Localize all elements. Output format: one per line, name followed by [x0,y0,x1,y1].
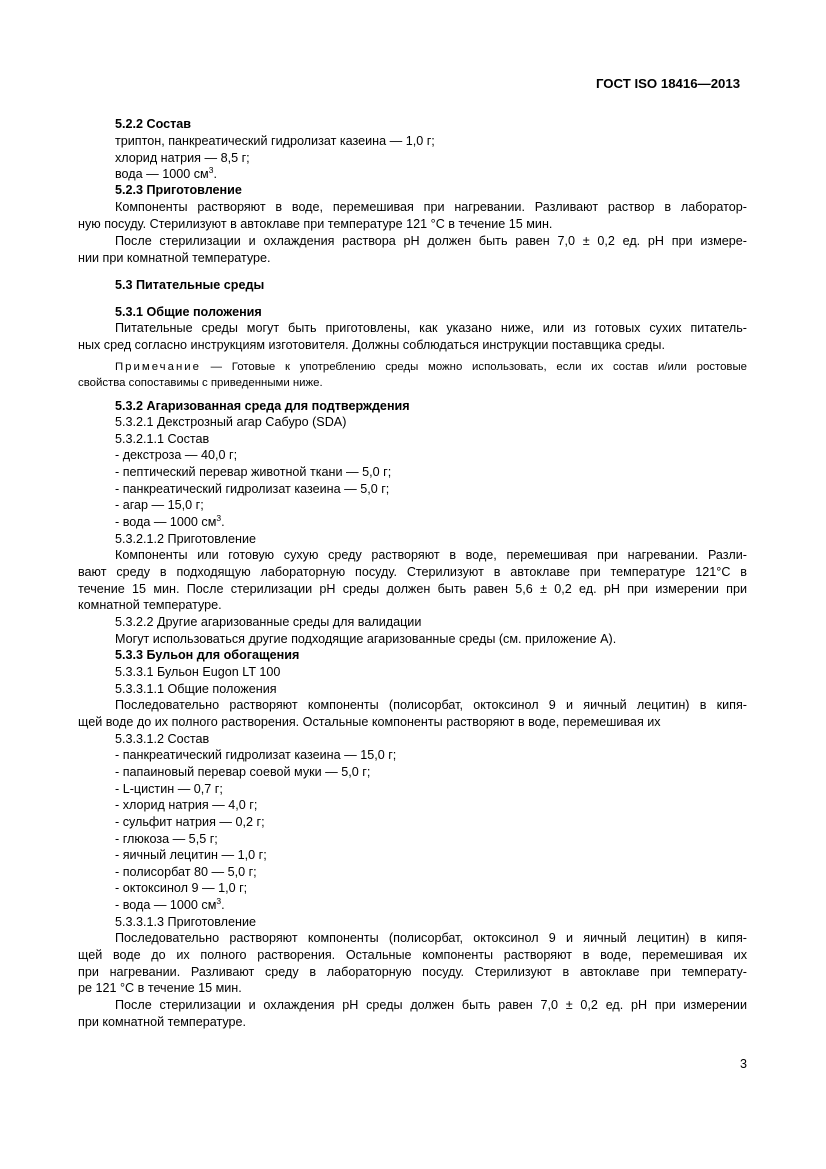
paragraph-line: Последовательно растворяют компоненты (полисорбат, октоксинол 9 и яичный лецитин) в кипя- [115,931,747,945]
section-heading-5-2-2: 5.2.2 Состав [115,117,192,131]
note-label: Примечание [115,361,201,373]
paragraph-line: Питательные среды могут быть приготовлены, как указано ниже, или из готовых сухих питатель- [115,321,747,335]
subsection-line: 5.3.2.2 Другие агаризованные среды для валидации [115,615,422,629]
list-item: - сульфит натрия — 0,2 г; [115,815,265,829]
paragraph-line: Последовательно растворяют компоненты (полисорбат, октоксинол 9 и яичный лецитин) в кипя- [115,698,747,712]
subsection-line: 5.3.3.1.2 Состав [115,732,210,746]
paragraph-line: После стерилизации и охлаждения рН среды должен быть равен 7,0 ± 0,2 ед. рН при измерении [115,998,747,1012]
paragraph-line: при комнатной температуре. [78,1015,247,1029]
composition-line: вода — 1000 $см^3$. [115,165,217,181]
subsection-line: 5.3.2.1.2 Приготовление [115,532,257,546]
list-item: - полисорбат 80 — 5,0 г; [115,865,257,879]
note-line: Примечание — Готовые к употреблению среды можно использовать, если их состав и/или ростовые [115,361,747,373]
list-item: - яичный лецитин — 1,0 г; [115,848,267,862]
section-heading-5-3-1: 5.3.1 Общие положения [115,305,262,319]
list-item: - пептический перевар животной ткани — 5,0 г; [115,465,392,479]
paragraph-line: ную посуду. Стерилизуют в автоклаве при температуре 121 °С в течение 15 мин. [78,217,553,231]
page-number: 3 [740,1057,748,1071]
list-item: - хлорид натрия — 4,0 г; [115,798,258,812]
subsection-line: 5.3.2.1 Декстрозный агар Сабуро (SDA) [115,415,347,429]
paragraph-line: Компоненты или готовую сухую среду растворяют в воде, перемешивая при нагревании. Разли- [115,548,747,562]
list-item: - вода — 1000 $см^3$. [115,513,225,529]
subsection-line: 5.3.3.1 Бульон Eugon LT 100 [115,665,281,679]
paragraph-line: вают среду в подходящую лабораторную посуду. Стерилизуют в автоклаве при температуре 121°С в [78,565,747,579]
document-header: ГОСТ ISO 18416—2013 [596,76,741,91]
section-heading-5-3-2: 5.3.2 Агаризованная среда для подтверждения [115,399,410,413]
paragraph-line: комнатной температуре. [78,598,222,612]
list-item: - L-цистин — 0,7 г; [115,782,223,796]
composition-line: триптон, панкреатический гидролизат казеина — 1,0 г; [115,134,435,148]
paragraph-line: ре 121 °С в течение 15 мин. [78,981,242,995]
list-item: - панкреатический гидролизат казеина — 5,0 г; [115,482,390,496]
paragraph-line: ных сред согласно инструкциям изготовителя. Должны соблюдаться инструкции поставщика среды. [78,338,665,352]
section-heading-5-3-3: 5.3.3 Бульон для обогащения [115,648,300,662]
paragraph-line: После стерилизации и охлаждения раствора рН должен быть равен 7,0 ± 0,2 ед. рН при измере- [115,234,747,248]
section-heading-5-3: 5.3 Питательные среды [115,278,265,292]
list-item: - папаиновый перевар соевой муки — 5,0 г; [115,765,371,779]
composition-line: хлорид натрия — 8,5 г; [115,151,250,165]
list-item: - панкреатический гидролизат казеина — 15,0 г; [115,748,397,762]
paragraph-line: при нагревании. Разливают среду в лабораторную посуду. Стерилизуют в автоклаве при температу- [78,965,747,979]
paragraph-line: щей воде до их полного растворения. Остальные компоненты растворяют в воде, перемешивая их [78,948,747,962]
list-item: - декстроза — 40,0 г; [115,448,238,462]
subsection-line: 5.3.2.1.1 Состав [115,432,210,446]
paragraph-line: Компоненты растворяют в воде, перемешивая при нагревании. Разливают раствор в лаборатор- [115,200,747,214]
subsection-line: 5.3.3.1.3 Приготовление [115,915,257,929]
note-line: свойства сопоставимы с приведенными ниже. [78,377,323,389]
paragraph-line: течение 15 мин. После стерилизации рН среды должен быть равен 5,6 ± 0,2 ед. рН при измерении при [78,582,747,596]
list-item: - глюкоза — 5,5 г; [115,832,218,846]
subsection-line: 5.3.3.1.1 Общие положения [115,682,277,696]
list-item: - октоксинол 9 — 1,0 г; [115,881,248,895]
list-item: - вода — 1000 $см^3$. [115,896,225,912]
paragraph-line: щей воде до их полного растворения. Остальные компоненты растворяют в воде, перемешивая их [78,715,661,729]
paragraph-line: нии при комнатной температуре. [78,251,271,265]
paragraph-line: Могут использоваться другие подходящие агаризованные среды (см. приложение А). [115,632,617,646]
section-heading-5-2-3: 5.2.3 Приготовление [115,183,242,197]
list-item: - агар — 15,0 г; [115,498,204,512]
